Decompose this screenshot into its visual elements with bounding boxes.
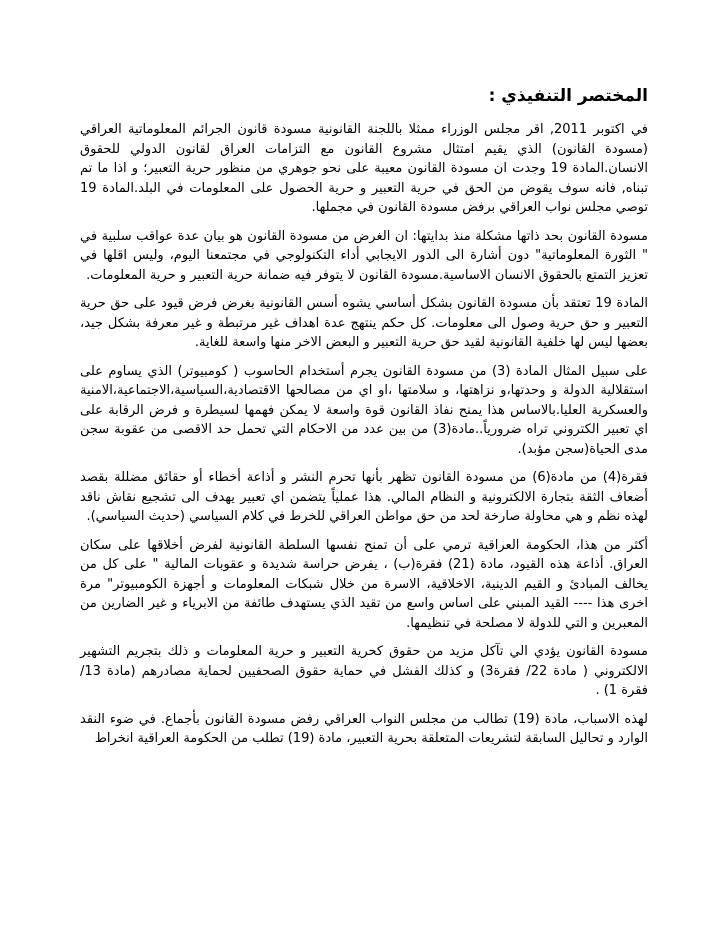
paragraph-legal-basis: المادة 19 تعتقد بأن مسودة القانون بشكل أساسي يشوه أسس القانونية بغرض فرض قيود على حق حرية التعبير و حق حرية وصول الى معلومات. كل حكم ينتهج عدة اهداف غير مرتبطة و غير معرفة بشكل جيد، بعضها ليس لها خلفية القانونية لقيد حق حرية التعبير و البعض الاخر منها واسعة للغاية. [80, 296, 648, 350]
paragraph-intro: في اكتوبر 2011, اقر مجلس الوزراء ممثلا باللجنة القانونية مسودة قانون الجرائم المعلوماتية العراقي (مسودة القانون) الذي يقيم امتثال مشروع القانون مع التزامات العراق لقانون الدولي للحقوق الانسان.المادة 19 وجدت ان مسودة القانون معيبة على نحو جوهري من منظور حرية التعبير؛ و اذا ما تم تبناه, فانه سوف يقوض من الحق في حرية التعبير و حرية الحصول على المعلومات في البلد.المادة 19 توصي مجلس نواب العراقي برفض مسودة القانون في مجملها. [80, 122, 649, 215]
executive-summary-heading: المختصر التنفيذي : [488, 86, 648, 106]
paragraph-article-3: على سبيل المثال المادة (3) من مسودة القانون يجرم أستخدام الحاسوب ( كومبيوتر) الذي يساوم على استقلالية الدولة و وحدتها،و نزاهتها، و سلامتها ،او اي من مصالحها الاقتصادية،السياسية،الاجتماعية،الامنية والعسكرية العليا.بالاساس هذا يمنح نفاذ القانون قوة واسعة لا يمكن فهمها لسيطرة و فرض الرقابة على اي تعبير الكتروني تراه ضرورياً..مادة(3) من بين عدد من الاحكام التي تحمل حد الاقصى من عقوبة سجن مدى الحياة(سجن مؤبد). [80, 363, 648, 457]
paragraph-purpose: مسودة القانون بحد ذاتها مشكلة منذ بدايتها: ان الغرض من مسودة القانون هو بيان عدة عواقب سلبية في " الثورة المعلوماتية" دون أشارة الى الدور الايجابي أداء التكنولوجي في مجتمعنا اليوم، وليس اقلها في تعزيز التمتع بالحقوق الانسان الاساسية.مسودة القانون لا يتوفر فيه ضمانة حرية التعبير و حرية المعلومات. [80, 228, 648, 283]
paragraph-defamation: مسودة القانون يؤدي الي تآكل مزيد من حقوق كحرية التعبير و حرية المعلومات و ذلك بتجريم التشهير الالكتروني ( مادة 22/ فقرة3) و كذلك الفشل في حماية حقوق الصحفيين لحماية مصادرهم (مادة 13/ فقرة 1) . [80, 644, 648, 698]
paragraph-conclusion: لهذه الاسباب، مادة (19) تطالب من مجلس النواب العراقي رفض مسودة القانون بأجماع. في ضوء النقد الوارد و تحاليل السابقة لتشريعات المتعلقة بحرية التعبير، مادة (19) تطلب من الحكومة العراقية انخراط [80, 711, 648, 746]
paragraph-article-6: فقرة(4) من مادة(6) من مسودة القانون تظهر بأنها تحرم النشر و أذاعة أخطاء أو حقائق مضللة بقصد أضعاف الثقة بتجارة الالكترونية و النظام المالي. هذا عملياً يتضمن اي تعبير يهدف الى تشجيع نقاش ناقد لهذه نظم و هي محاولة صارخة لحد من حق مواطن العراقي للخرط في كلام السياسي (حديث السياسي). [80, 470, 648, 524]
paragraph-article-21: أكثر من هذا، الحكومة العراقية ترمي على أن تمنح نفسها السلطة القانونية لفرض أخلاقها على سكان العراق. أذاعة هذه القيود، مادة (21) فقرة(ب) ، يفرض حراسة شديدة و عقوبات المالية " على كل من يخالف المبادئ و القيم الدينية، الاخلاقية، الاسرة من خلال شبكات المعلومات و أجهزة الكومبيوتر" مرة اخرى هذا ---- القيد المبني على اساس واسع من تقيد الذي يستهدف طائفة من الابرياء و غير الضارين من المعبرين و التي للدولة لا مصلحة في تنظيمها. [80, 537, 648, 631]
document-page [80, 84, 648, 758]
